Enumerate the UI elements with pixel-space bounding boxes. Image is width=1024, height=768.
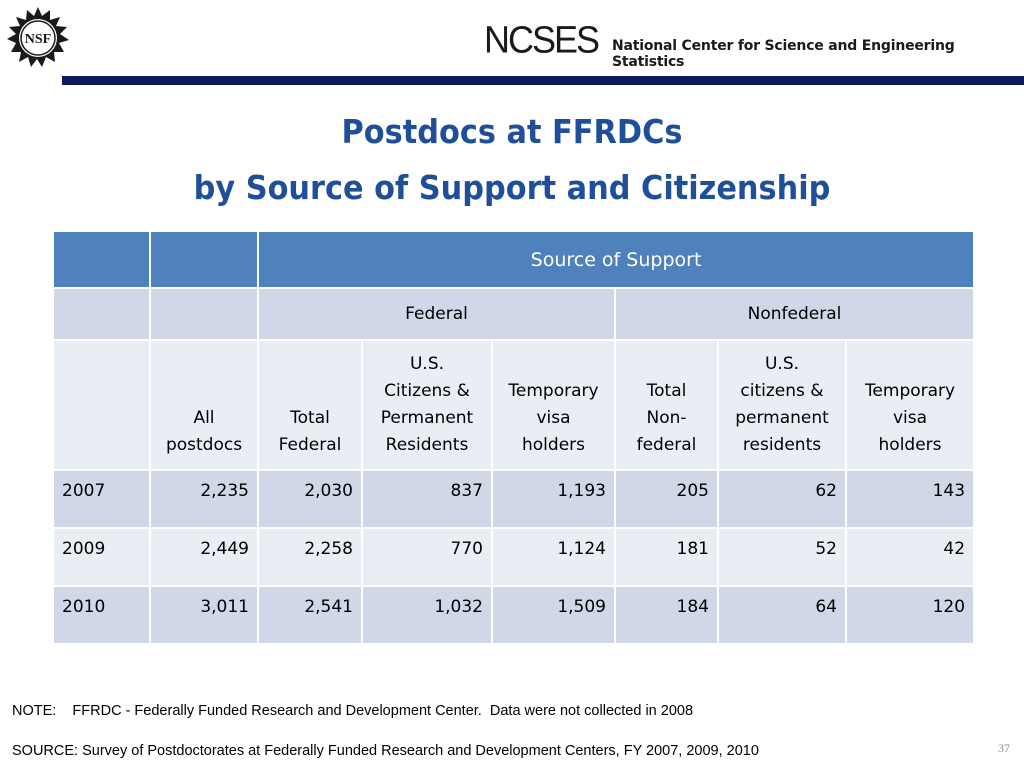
table-body [53,470,974,644]
column-header-line: All [193,408,215,428]
footnote-source: SOURCE: Survey of Postdoctorates at Federally Funded Research and Development Centers, FY 2007, 2009, 2010 [12,743,759,759]
nsf-seal-logo [6,6,70,70]
value-cell: 120 [846,586,974,644]
ncses-wordmark: NCSES [484,17,599,61]
value-cell: 1,124 [492,528,615,586]
column-header-line: Total [646,381,687,401]
value-cell: 2,030 [258,470,362,528]
column-header [846,340,974,470]
empty-header-cell [53,231,150,288]
slide-title [41,104,983,216]
column-header-line: Federal [278,435,342,455]
column-header [718,340,846,470]
value-cell: 62 [718,470,846,528]
value-cell: 143 [846,470,974,528]
column-header-line: Temporary [864,381,956,401]
value-cell: 2,235 [150,470,258,528]
value-cell: 205 [615,470,718,528]
column-header-line: Non- [646,408,687,428]
column-header-line: postdocs [165,435,243,455]
column-header-line: U.S. [409,354,445,374]
svg-text:NSF: NSF [24,32,52,47]
value-cell: 1,509 [492,586,615,644]
title-line-1: Postdocs at FFRDCs [341,112,683,151]
value-cell: 184 [615,586,718,644]
column-header-line: Total [290,408,330,428]
source-of-support-header: Source of Support [258,231,974,288]
value-cell: 42 [846,528,974,586]
value-cell: 64 [718,586,846,644]
table-row [53,586,974,644]
column-header-line: Temporary [508,381,599,401]
column-header-line: holders [522,435,585,455]
table-column-headers [53,340,974,470]
column-header [258,340,362,470]
column-header-line: Permanent [380,408,474,428]
value-cell: 770 [362,528,492,586]
slide-header [0,0,1024,86]
column-header-line: residents [742,435,822,455]
value-cell: 52 [718,528,846,586]
value-cell: 181 [615,528,718,586]
table-row [53,470,974,528]
empty-header-cell [150,288,258,340]
header-rule [62,76,1024,85]
table-header-row-1 [53,231,974,288]
column-header [492,340,615,470]
value-cell: 1,193 [492,470,615,528]
column-header [150,340,258,470]
title-line-2: by Source of Support and Citizenship [193,168,831,207]
value-cell: 1,032 [362,586,492,644]
column-header-line: permanent [735,408,829,428]
page-number: 37 [998,741,1010,755]
column-header-line: visa [892,408,928,428]
year-cell: 2007 [53,470,150,528]
empty-header-cell [150,231,258,288]
postdocs-table [52,230,975,645]
column-header-line: visa [536,408,571,428]
table-row [53,528,974,586]
table-header-row-2 [53,288,974,340]
empty-header-cell [53,288,150,340]
value-cell: 837 [362,470,492,528]
nonfederal-header: Nonfederal [615,288,974,340]
column-header [362,340,492,470]
column-header-line: Citizens & [384,381,470,401]
year-cell: 2009 [53,528,150,586]
value-cell: 2,449 [150,528,258,586]
federal-header: Federal [258,288,615,340]
footnote-note: NOTE: FFRDC - Federally Funded Research and Development Center. Data were not collected in 2008 [12,703,694,719]
year-cell: 2010 [53,586,150,644]
column-header-line: citizens & [740,381,824,401]
value-cell: 3,011 [150,586,258,644]
ncses-full-name: National Center for Science and Engineering Statistics [612,38,955,70]
column-header-line: Residents [385,435,469,455]
column-header [615,340,718,470]
column-header-line: U.S. [764,354,800,374]
empty-header-cell [53,340,150,470]
value-cell: 2,541 [258,586,362,644]
column-header-line: holders [878,435,942,455]
column-header-line: federal [636,435,697,455]
value-cell: 2,258 [258,528,362,586]
